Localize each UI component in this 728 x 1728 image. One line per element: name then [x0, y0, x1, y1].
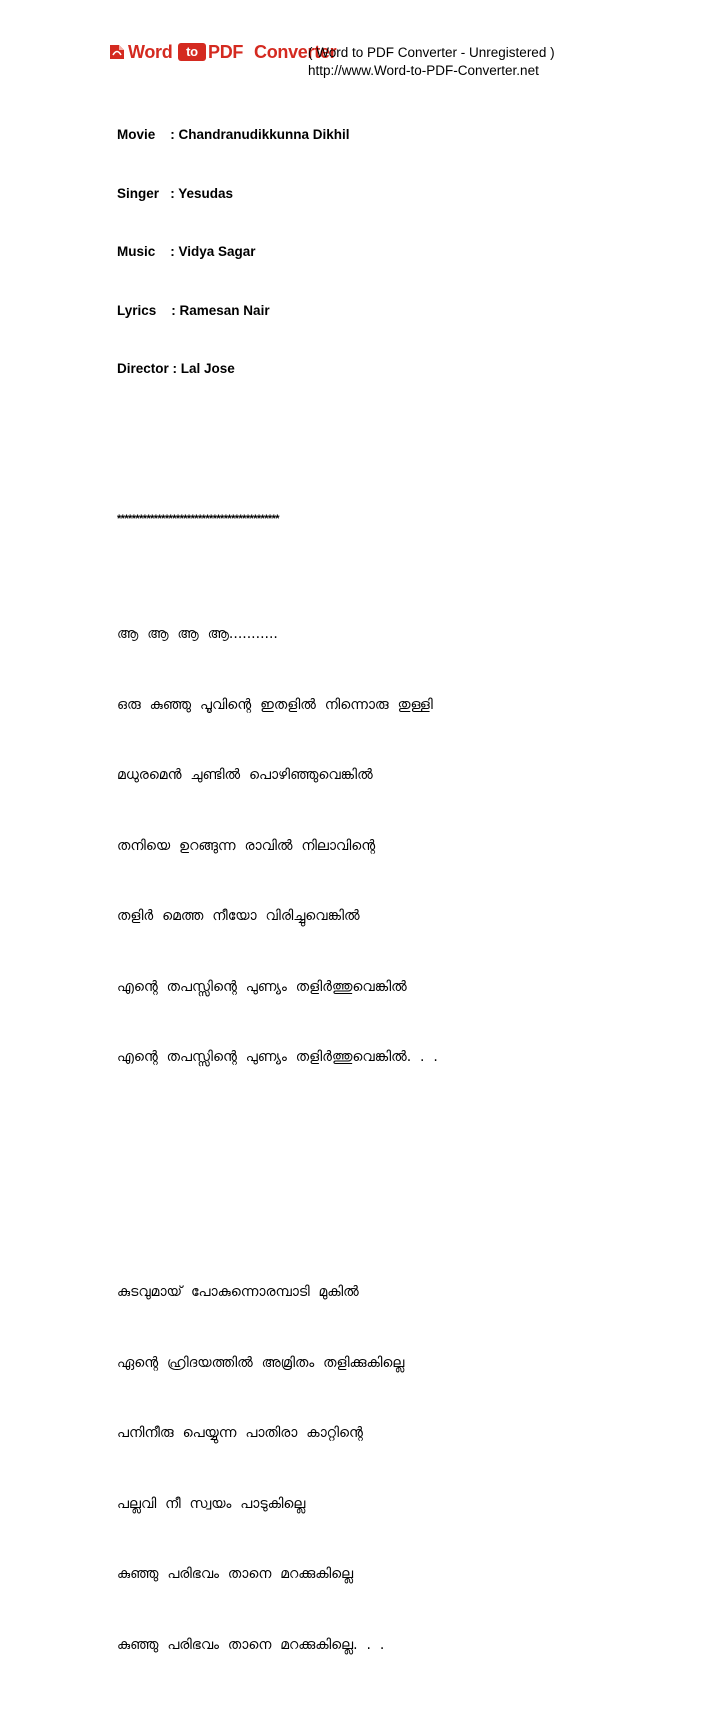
logo-to-badge: to	[178, 43, 206, 61]
lyric-line: എന്റെ തപസ്സിന്റെ പുണ്യം തളിര്‍ത്തുവെങ്കില്‍	[117, 978, 407, 995]
logo-word-text: Word	[128, 42, 173, 62]
meta-music: Music : Vidya Sagar	[117, 244, 256, 259]
meta-lyrics: Lyrics : Ramesan Nair	[117, 302, 270, 318]
lyric-line: എന്റെ തപസ്സിന്റെ പുണ്യം തളിര്‍ത്തുവെങ്കില്‍. . .	[117, 1049, 438, 1065]
lyric-line: ഒരു കുഞ്ഞു പൂവിന്റെ ഇതളില്‍ നിന്നൊരു തുള്ളി	[117, 696, 433, 713]
pdf-logo-icon	[108, 43, 126, 61]
meta-director: Director : Lal Jose	[117, 361, 235, 376]
lyric-line: ആ ആ ആ ആ...........	[117, 626, 278, 642]
lyric-line: മധുരമെന്‍ ചുണ്ടില്‍ പൊഴിഞ്ഞുവെങ്കില്‍	[117, 767, 373, 783]
separator-line: ********************************************	[117, 513, 279, 525]
stanza-2	[117, 1234, 438, 1704]
lyric-line: കുടവുമായ് പോകുന്നൊരമ്പാടി മുകില്‍	[117, 1284, 359, 1300]
lyric-line: ഏന്റെ ഹ്രിദയത്തില്‍ അമ്രിതം തളിക്കുകില്ലെ	[117, 1354, 405, 1371]
meta-singer: Singer : Yesudas	[117, 185, 234, 201]
logo-pdf-text: PDF	[208, 42, 244, 62]
banner-text	[308, 44, 555, 80]
meta-movie: Movie : Chandranudikkunna Dikhil	[117, 127, 350, 142]
stanza-1	[117, 576, 438, 1117]
lyric-line: തനിയെ ഉറങ്ങുന്ന രാവില്‍ നിലാവിന്റെ	[117, 837, 376, 854]
lyrics-body	[117, 462, 438, 1728]
unregistered-notice: ( Word to PDF Converter - Unregistered )	[308, 45, 555, 60]
stanza-spacer	[117, 1164, 438, 1188]
converter-url: http://www.Word-to-PDF-Converter.net	[308, 63, 539, 78]
song-metadata	[117, 86, 350, 398]
lyric-line: തളിര്‍ മെത്ത നീയോ വിരിച്ചുവെങ്കില്‍	[117, 908, 360, 924]
lyric-line: പനിനീരു പെയ്യുന്ന പാതിരാ കാറ്റിന്റെ	[117, 1425, 363, 1441]
lyric-line: കുഞ്ഞു പരിഭവം താനെ മറക്കുകില്ലെ. . .	[117, 1636, 385, 1653]
lyric-line: പല്ലവി നീ സ്വയം പാടുകില്ലെ	[117, 1495, 306, 1512]
logo-converter-text: Converter	[254, 42, 337, 62]
lyric-line: കുഞ്ഞു പരിഭവം താനെ മറക്കുകില്ലെ	[117, 1566, 354, 1582]
converter-logo	[108, 41, 337, 63]
